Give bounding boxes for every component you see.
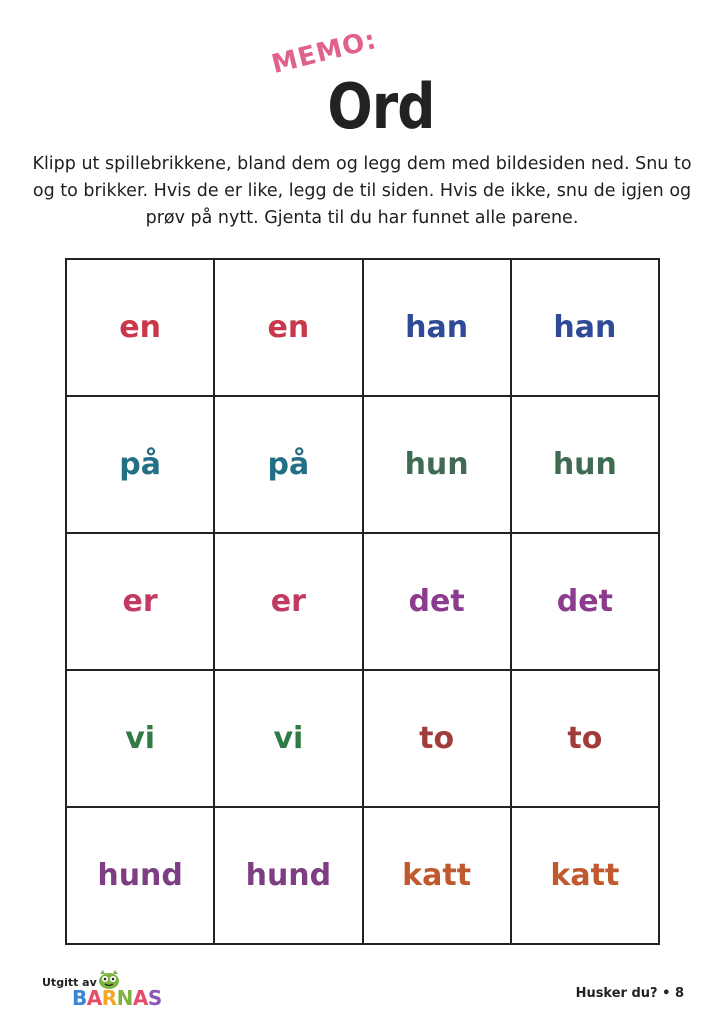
memo-card: to [363, 670, 511, 807]
memo-card: hun [363, 396, 511, 533]
memo-card-grid [65, 258, 660, 945]
memo-card: er [66, 533, 214, 670]
memo-card: vi [214, 670, 362, 807]
memo-card: katt [363, 807, 511, 944]
memo-card: vi [66, 670, 214, 807]
memo-card: er [214, 533, 362, 670]
barnas-logo [72, 986, 162, 1010]
memo-card: hund [214, 807, 362, 944]
memo-card: det [511, 533, 659, 670]
memo-card: en [214, 259, 362, 396]
memo-card: det [363, 533, 511, 670]
instructions-text: Klipp ut spillebrikkene, bland dem og legg dem med bildesiden ned. Snu to og to brikker. Hvis de er like, legg de til siden. Hvis de ikke, snu de igjen og prøv på nytt. Gjenta til du har funnet alle parene. [32, 154, 692, 228]
memo-card: hund [66, 807, 214, 944]
memo-card: hun [511, 396, 659, 533]
header [0, 25, 724, 150]
memo-card: to [511, 670, 659, 807]
memo-label: MEMO: [268, 25, 380, 80]
page-title: Ord [327, 70, 435, 143]
memo-card: han [511, 259, 659, 396]
published-by-label: Utgitt av [42, 976, 97, 989]
memo-card: katt [511, 807, 659, 944]
logo-text: BARNAS [72, 986, 162, 1010]
memo-card: på [214, 396, 362, 533]
memo-card: på [66, 396, 214, 533]
memo-card: han [363, 259, 511, 396]
page-footer-label: Husker du? • 8 [575, 986, 684, 1001]
publisher-block [42, 972, 172, 1012]
memo-card: en [66, 259, 214, 396]
